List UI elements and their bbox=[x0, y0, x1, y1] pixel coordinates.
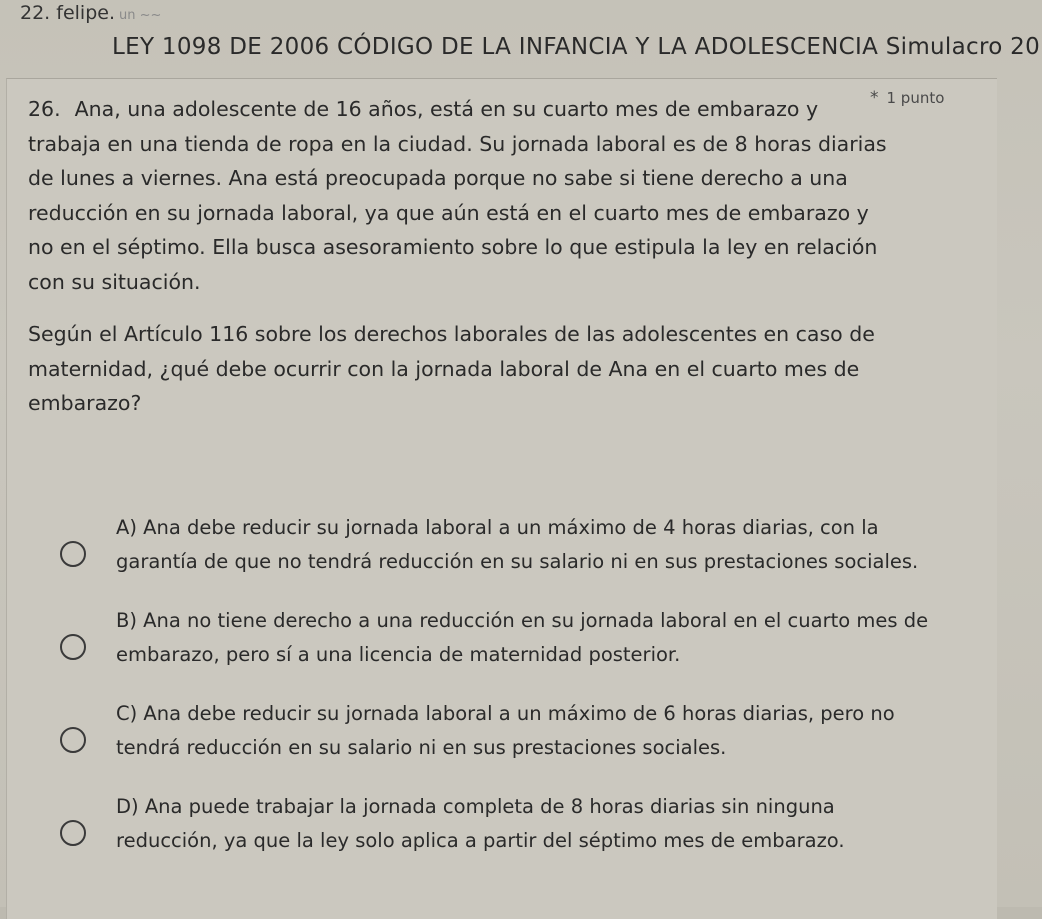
question-scenario bbox=[28, 92, 888, 299]
radio-button-a[interactable] bbox=[60, 541, 86, 567]
option-c[interactable] bbox=[60, 684, 960, 777]
required-marker: * bbox=[870, 88, 879, 108]
radio-button-b[interactable] bbox=[60, 634, 86, 660]
user-name: 22. felipe. bbox=[20, 2, 115, 24]
option-label-c[interactable]: C) Ana debe reducir su jornada laboral a un máximo de 6 horas diarias, pero no tendrá reducción en su salario ni en sus prestaciones sociales. bbox=[116, 701, 895, 759]
option-b[interactable] bbox=[60, 591, 960, 684]
form-title: LEY 1098 DE 2006 CÓDIGO DE LA INFANCIA Y LA ADOLESCENCIA Simulacro 20 bbox=[112, 34, 1041, 60]
scenario-text: Ana, una adolescente de 16 años, está en su cuarto mes de embarazo y trabaja en una tienda de ropa en la ciudad. Su jornada laboral es de 8 horas diarias de lunes a viernes. Ana está preocupada porque no sabe si tiene derecho a una reducción en su jornada laboral, ya que aún está en el cuarto mes de embarazo y no en el séptimo. Ella busca asesoramiento sobre lo que estipula la ley en relación con su situación. bbox=[28, 97, 887, 294]
option-label-d[interactable]: D) Ana puede trabajar la jornada completa de 8 horas diarias sin ninguna reducción, ya que la ley solo aplica a partir del séptimo mes de embarazo. bbox=[116, 794, 845, 852]
question-prompt: Según el Artículo 116 sobre los derechos laborales de las adolescentes en caso de maternidad, ¿qué debe ocurrir con la jornada laboral de Ana en el cuarto mes de embarazo? bbox=[28, 322, 875, 415]
option-d[interactable] bbox=[60, 777, 960, 870]
radio-button-d[interactable] bbox=[60, 820, 86, 846]
option-label-a[interactable]: A) Ana debe reducir su jornada laboral a un máximo de 4 horas diarias, con la garantía de que no tendrá reducción en su salario ni en sus prestaciones sociales. bbox=[116, 515, 919, 573]
question-text bbox=[28, 92, 888, 421]
option-label-b[interactable]: B) Ana no tiene derecho a una reducción en su jornada laboral en el cuarto mes de embarazo, pero sí a una licencia de maternidad posterior. bbox=[116, 608, 929, 666]
option-a[interactable] bbox=[60, 498, 960, 591]
answer-options bbox=[60, 498, 960, 870]
points-label: 1 punto bbox=[886, 89, 945, 107]
radio-button-c[interactable] bbox=[60, 727, 86, 753]
user-email: un ~~ bbox=[118, 8, 162, 23]
user-header bbox=[20, 2, 161, 24]
question-number: 26. bbox=[28, 97, 61, 121]
